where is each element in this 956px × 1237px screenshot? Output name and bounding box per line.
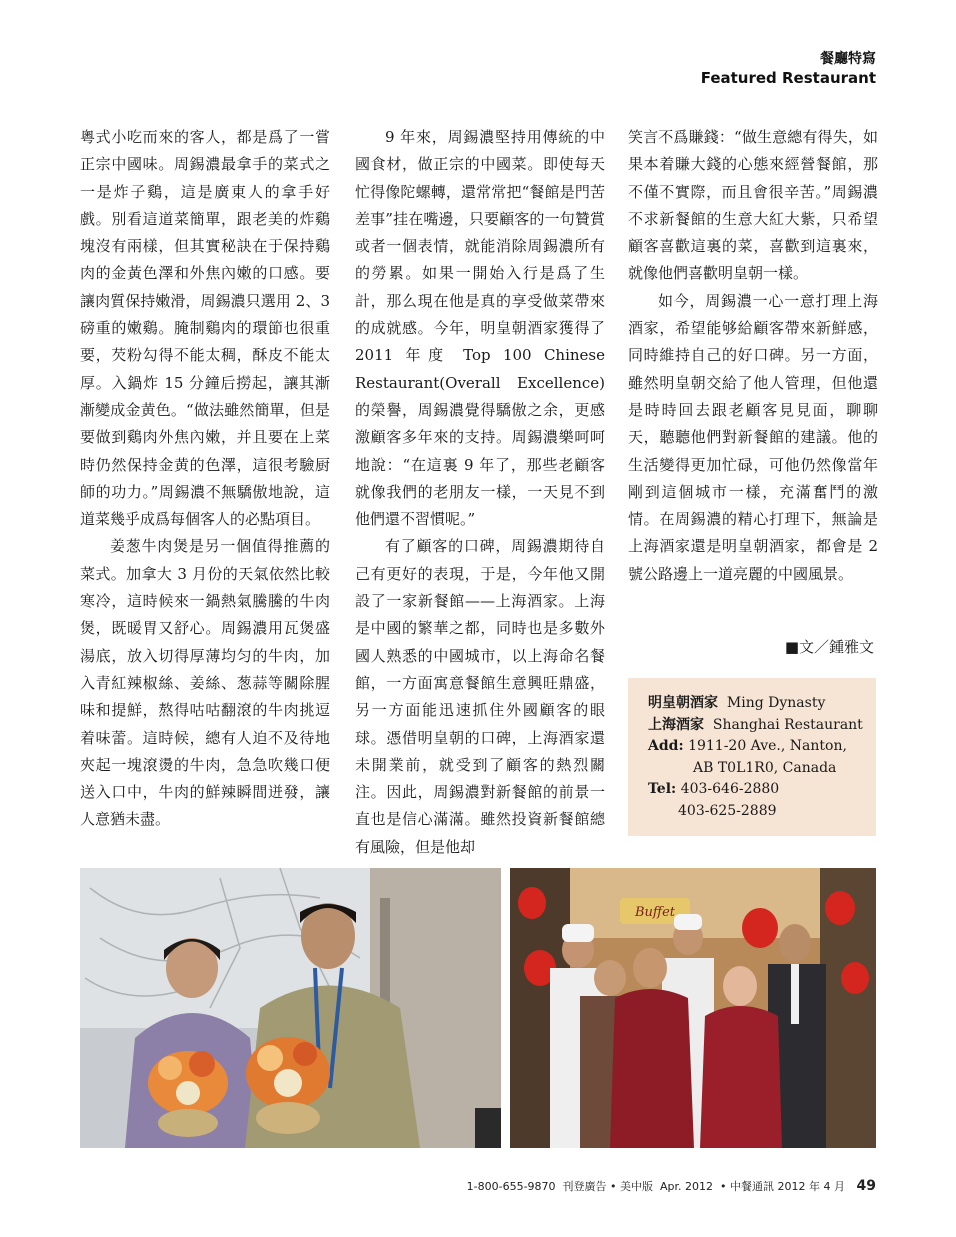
photo-restaurant-staff [510, 868, 876, 1148]
paragraph: 有了顧客的口碑，周錫濃期待自己有更好的表現，于是，今年他又開設了一家新餐館——上海酒家。上海是中國的繁華之都，同時也是多數外國人熟悉的中國城市，以上海命名餐館，一方面寓意餐館生意興旺鼎盛，另一方面能迅速抓住外國顧客的眼球。憑借明皇朝的口碑，上海酒家還未開業前，就受到了顧客的熱烈關注。因此，周錫濃對新餐館的前景一直也是信心滿滿。雖然投資新餐館總有風險，但是他却 [355, 537, 605, 856]
section-title-en: Featured Restaurant [700, 69, 876, 87]
restaurant-info-box [628, 678, 876, 836]
section-header [701, 50, 876, 88]
paragraph: 粵式小吃而來的客人，都是爲了一嘗正宗中國味。周錫濃最拿手的菜式之一是炸子鷄，這是廣東人的拿手好戲。別看這道菜簡單，跟老美的炸鷄塊沒有兩樣，但其實秘訣在于保持鷄肉的金黃色澤和外焦內嫩的口感。要讓肉質保持嫩滑，周錫濃只選用 2、3 磅重的嫩鷄。腌制鷄肉的環節也很重要，芡粉勾得不能太稠，酥皮不能太厚。入鍋炸 15 分鐘后撈起，讓其漸漸變成金黄色。“做法雖然簡單，但是要做到鷄肉外焦內嫩，并且要在上菜時仍然保持金黄的色澤，這很考驗厨師的功力。”周錫濃不無驕傲地說，這道菜幾乎成爲每個客人的必點項目。 [80, 128, 330, 529]
address-line-1: Add: 1911-20 Ave., Nanton, [648, 738, 847, 754]
article-column-3 [628, 124, 878, 588]
paragraph: 9 年來，周錫濃堅持用傳統的中國食材，做正宗的中國菜。即使每天忙得像陀螺轉，還常常把“餐館是門苦差事”挂在嘴邊，只要顧客的一句贊賞或者一個表情，就能消除周錫濃所有的勞累。如果一開始入行是爲了生計，那么現在他是真的享受做菜帶來的成就感。今年，明皇朝酒家獲得了 2011 年度 Top 100 Chinese Restaurant(Overall Excellence) 的榮譽，周錫濃覺得驕傲之余，更感激顧客多年來的支持。周錫濃樂呵呵地說：“在這裏 9 年了，那些老顧客就像我們的老朋友一樣，一天見不到他們還不習慣呢。” [355, 128, 605, 529]
article-column-1 [80, 124, 330, 834]
author-byline: ■文／鍾雅文 [784, 638, 874, 656]
restaurant-name-2: 上海酒家 Shanghai Restaurant [648, 716, 863, 733]
paragraph: 如今，周錫濃一心一意打理上海酒家，希望能够給顧客帶來新鮮感，同時維持自己的好口碑。另一方面，雖然明皇朝交給了他人管理，但他還是時時回去跟老顧客見見面，聊聊天，聽聽他們對新餐館的建議。他的生活變得更加忙碌，可他仍然像當年剛到這個城市一樣，充滿奮鬥的激情。在周錫濃的精心打理下，無論是上海酒家還是明皇朝酒家，都會是 2 號公路邊上一道亮麗的中國風景。 [628, 291, 878, 583]
footer-publication: • 中餐通訊 2012 年 4 月 [720, 1180, 846, 1193]
page-footer [450, 1178, 876, 1194]
section-title-cn: 餐廳特寫 [820, 51, 876, 67]
tel-line-1: Tel: 403-646-2880 [648, 781, 780, 797]
page-number: 49 [856, 1178, 876, 1194]
photo-chef-couple [80, 868, 501, 1148]
address-line-2: AB T0L1R0, Canada [693, 759, 837, 776]
buffet-sign-text: Buffet [634, 905, 676, 920]
paragraph: 笑言不爲賺錢：“做生意總有得失，如果本着賺大錢的心態來經營餐館，那不僅不實際，而且會很辛苦。”周錫濃不求新餐館的生意大紅大紫，只希望顧客喜歡這裏的菜，喜歡到這裏來，就像他們喜歡明皇朝一樣。 [628, 128, 878, 283]
footer-date-en: Apr. 2012 [660, 1180, 714, 1193]
restaurant-name-1: 明皇朝酒家 Ming Dynasty [648, 695, 826, 711]
paragraph: 姜葱牛肉煲是另一個值得推薦的菜式。加拿大 3 月份的天氣依然比較寒冷，這時候來一鍋熱氣騰騰的牛肉煲，既暖胃又舒心。周錫濃用瓦煲盛湯底，放入切得厚薄均匀的牛肉，加入青紅辣椒絲、姜絲、葱蒜等關除腥味和提鮮，熬得咕咕翻滾的牛肉挑逗着味蕾。這時候，總有人迫不及待地夾起一塊滾燙的牛肉，急急吹幾口便送入口中，牛肉的鮮辣瞬間迸發，讓人意猶未盡。 [80, 537, 330, 829]
article-column-2 [355, 124, 605, 861]
footer-ad-text: 刊登廣告 • 美中版 [562, 1180, 654, 1193]
footer-phone: 1-800-655-9870 [466, 1180, 556, 1193]
tel-line-2: 403-625-2889 [678, 802, 777, 819]
